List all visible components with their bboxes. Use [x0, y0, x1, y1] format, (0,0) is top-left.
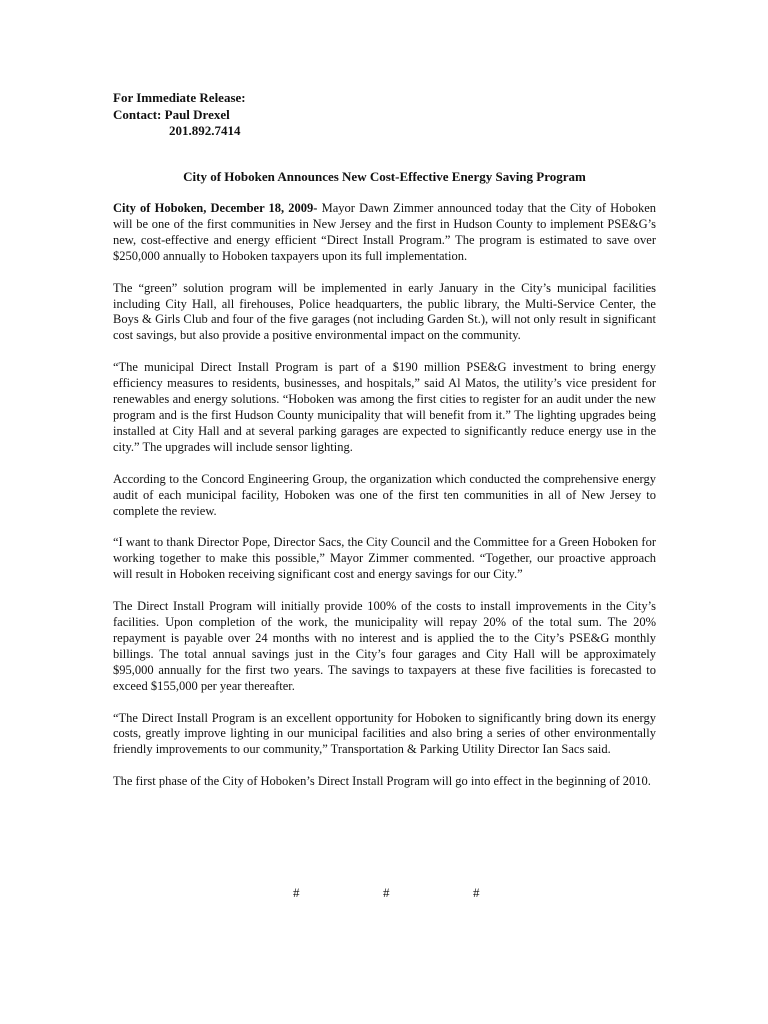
paragraph-3: “The municipal Direct Install Program is part of a $190 million PSE&G investment to bring energy efficiency measures to residents, businesses, and hospitals,” said Al Matos, the utility’s vice president for renewables and energy solutions. “Hoboken was among the first cities to register for an audit under the new program and is the first Hudson County municipality that will benefit from it.” The lighting upgrades being installed at City Hall and at several parking garages are expected to significantly reduce energy use in the city.” The upgrades will include sensor lighting.	[113, 360, 656, 454]
dateline: City of Hoboken, December 18, 2009-	[113, 201, 318, 215]
release-body	[113, 201, 656, 790]
release-label: For Immediate Release:	[113, 90, 246, 105]
paragraph-5: “I want to thank Director Pope, Director Sacs, the City Council and the Committee for a Green Hoboken for working together to make this possible,” Mayor Zimmer commented. “Together, our proactive approach will result in Hoboken receiving significant cost and energy savings for our City.”	[113, 535, 656, 582]
paragraph-4: According to the Concord Engineering Group, the organization which conducted the comprehensive energy audit of each municipal facility, Hoboken was one of the first ten communities in all of New Jersey to complete the review.	[113, 471, 656, 518]
end-mark: #	[473, 885, 480, 900]
end-mark: #	[293, 885, 300, 900]
paragraph-2: The “green” solution program will be implemented in early January in the City’s municipal facilities including City Hall, all firehouses, Police headquarters, the public library, the Multi-Service Center, the Boys & Girls Club and four of the five garages (not including Garden St.), will not only result in significant cost savings, but also provide a positive environmental impact on the community.	[113, 280, 656, 343]
paragraph-7: “The Direct Install Program is an excellent opportunity for Hoboken to significantly bring down its energy costs, greatly improve lighting in our municipal facilities and also bring a series of other environmentally friendly improvements to our community,” Transportation & Parking Utility Director Ian Sacs said.	[113, 710, 656, 757]
paragraph-1	[113, 201, 656, 265]
release-header	[113, 90, 246, 140]
paragraph-8: The first phase of the City of Hoboken’s Direct Install Program will go into effect in the beginning of 2010.	[113, 774, 651, 789]
paragraph-1-text: Mayor Dawn Zimmer announced today that the City of Hoboken will be one of the first communities in New Jersey and the first in Hudson County to implement PSE&G’s new, cost-effective and energy efficient “Direct Install Program.” The program is estimated to save over $250,000 annually to Hoboken taxpayers upon its full implementation.	[113, 201, 656, 263]
release-title: City of Hoboken Announces New Cost-Effective Energy Saving Program	[183, 169, 586, 184]
contact-phone: 201.892.7414	[169, 123, 241, 138]
contact-name: Contact: Paul Drexel	[113, 106, 230, 122]
end-mark: #	[383, 885, 390, 900]
paragraph-6: The Direct Install Program will initially provide 100% of the costs to install improvements in the City’s facilities. Upon completion of the work, the municipality will repay 20% of the total sum. The 20% repayment is payable over 24 months with no interest and is applied the to the City’s PSE&G monthly billings. The total annual savings just in the City’s four garages and City Hall will be approximately $95,000 annually for the first two years. The savings to taxpayers at these five facilities is forecasted to exceed $155,000 per year thereafter.	[113, 599, 656, 693]
